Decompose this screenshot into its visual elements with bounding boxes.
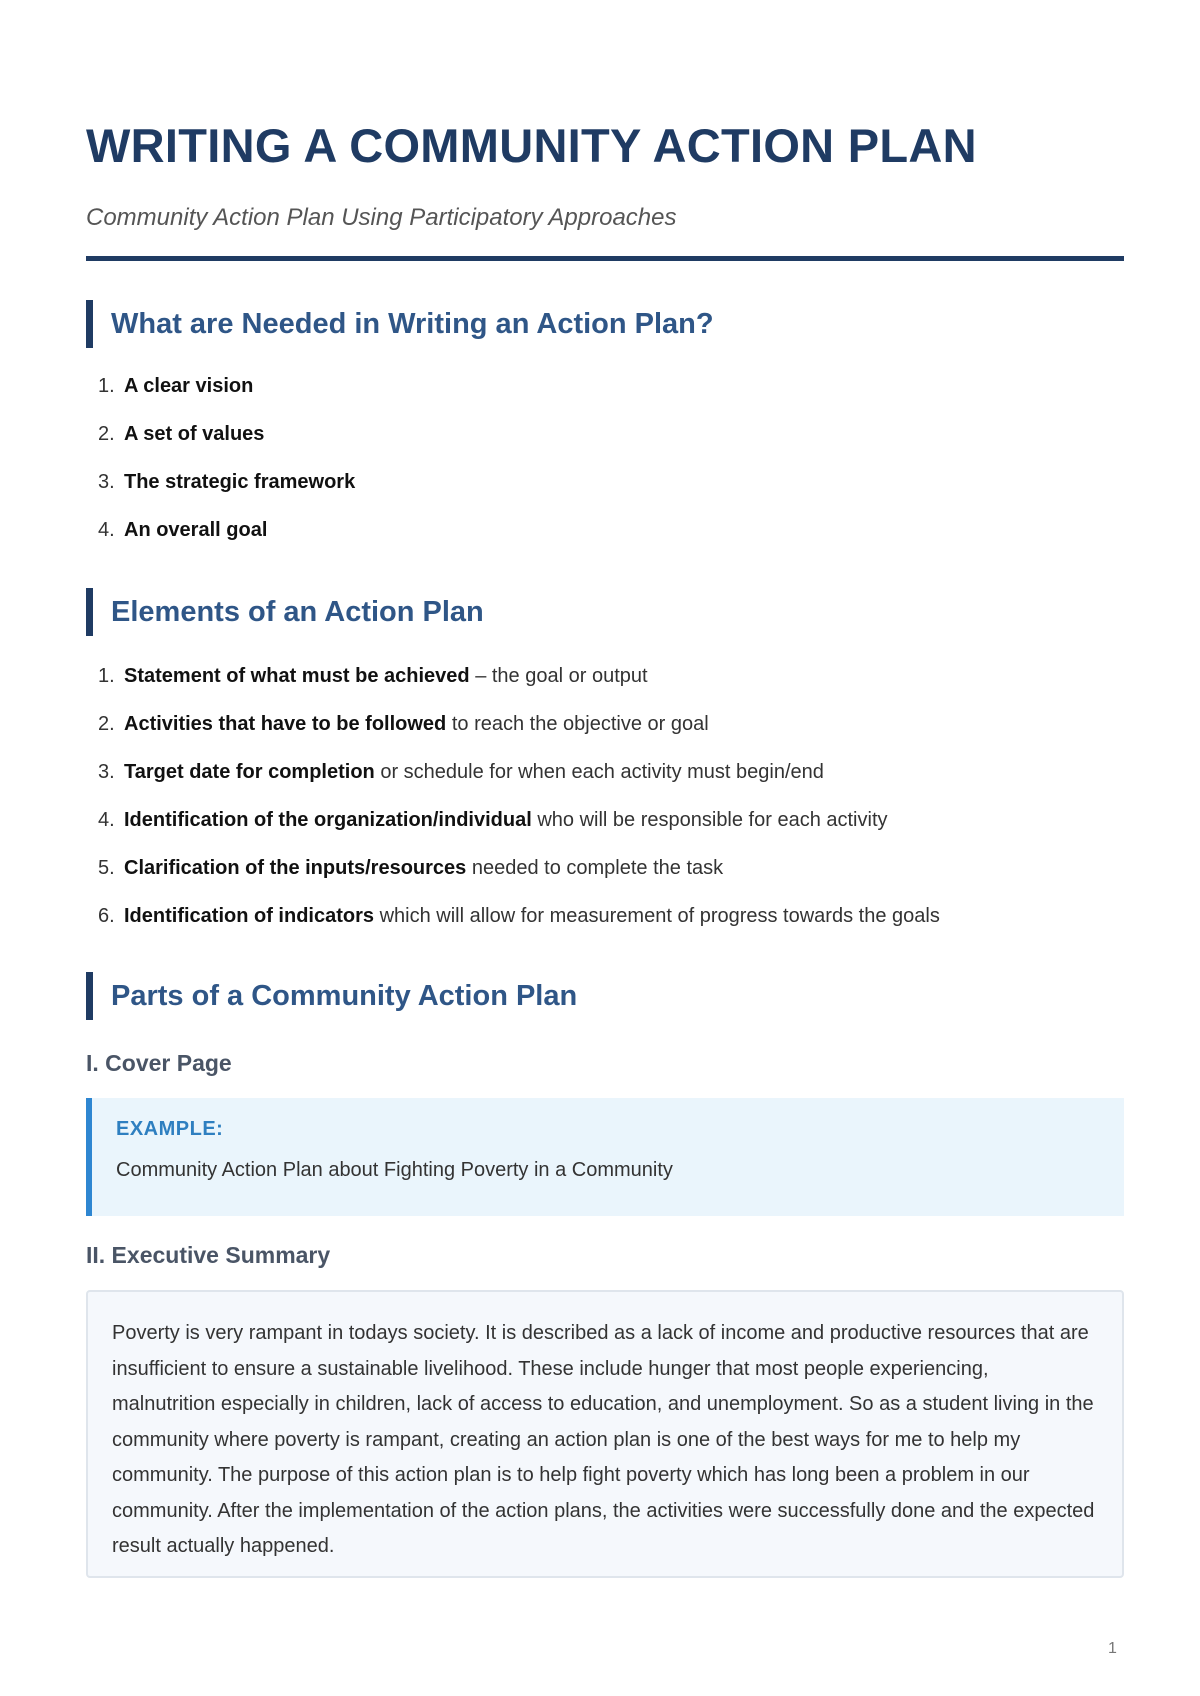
- executive-summary-box: [86, 1290, 1124, 1578]
- list-item: 2. A set of values: [98, 423, 265, 445]
- list-item: 4. Identification of the organization/individual who will be responsible for each activity: [98, 809, 888, 831]
- page-number: 1: [1108, 1640, 1117, 1657]
- list-item: 1. Statement of what must be achieved – the goal or output: [98, 665, 648, 687]
- section-heading-needed: What are Needed in Writing an Action Plan?: [86, 300, 714, 348]
- list-item: 4. An overall goal: [98, 519, 268, 541]
- executive-summary-text: Poverty is very rampant in todays society. It is described as a lack of income and productive resources that are insufficient to ensure a sustainable livelihood. These include hunger that most people experiencing, malnutrition especially in children, lack of access to education, and unemployment. So as a student living in the community where poverty is rampant, creating an action plan is one of the best ways for me to help my community. The purpose of this action plan is to help fight poverty which has long been a problem in our community. After the implementation of the action plans, the activities were successfully done and the expected result actually happened.: [112, 1322, 1095, 1557]
- list-item: 6. Identification of indicators which will allow for measurement of progress towards the goals: [98, 905, 940, 927]
- list-item: 3. Target date for completion or schedule for when each activity must begin/end: [98, 761, 824, 783]
- cover-page-heading: I. Cover Page: [86, 1050, 232, 1076]
- needed-list: [86, 362, 355, 554]
- list-item: 1. A clear vision: [98, 375, 254, 397]
- section-heading-parts: Parts of a Community Action Plan: [86, 972, 577, 1020]
- list-item: 2. Activities that have to be followed to reach the objective or goal: [98, 713, 709, 735]
- example-callout: [86, 1098, 1124, 1216]
- section-heading-elements: Elements of an Action Plan: [86, 588, 484, 636]
- list-item: 5. Clarification of the inputs/resources needed to complete the task: [98, 857, 724, 879]
- document-title: WRITING A COMMUNITY ACTION PLAN: [86, 119, 977, 172]
- elements-list: [86, 652, 940, 940]
- title-divider: [86, 256, 1124, 261]
- executive-summary-heading: II. Executive Summary: [86, 1242, 331, 1268]
- example-text: Community Action Plan about Fighting Poverty in a Community: [116, 1159, 673, 1181]
- example-label: EXAMPLE:: [116, 1118, 224, 1140]
- list-item: 3. The strategic framework: [98, 471, 356, 493]
- document-subtitle: Community Action Plan Using Participatory Approaches: [86, 204, 677, 231]
